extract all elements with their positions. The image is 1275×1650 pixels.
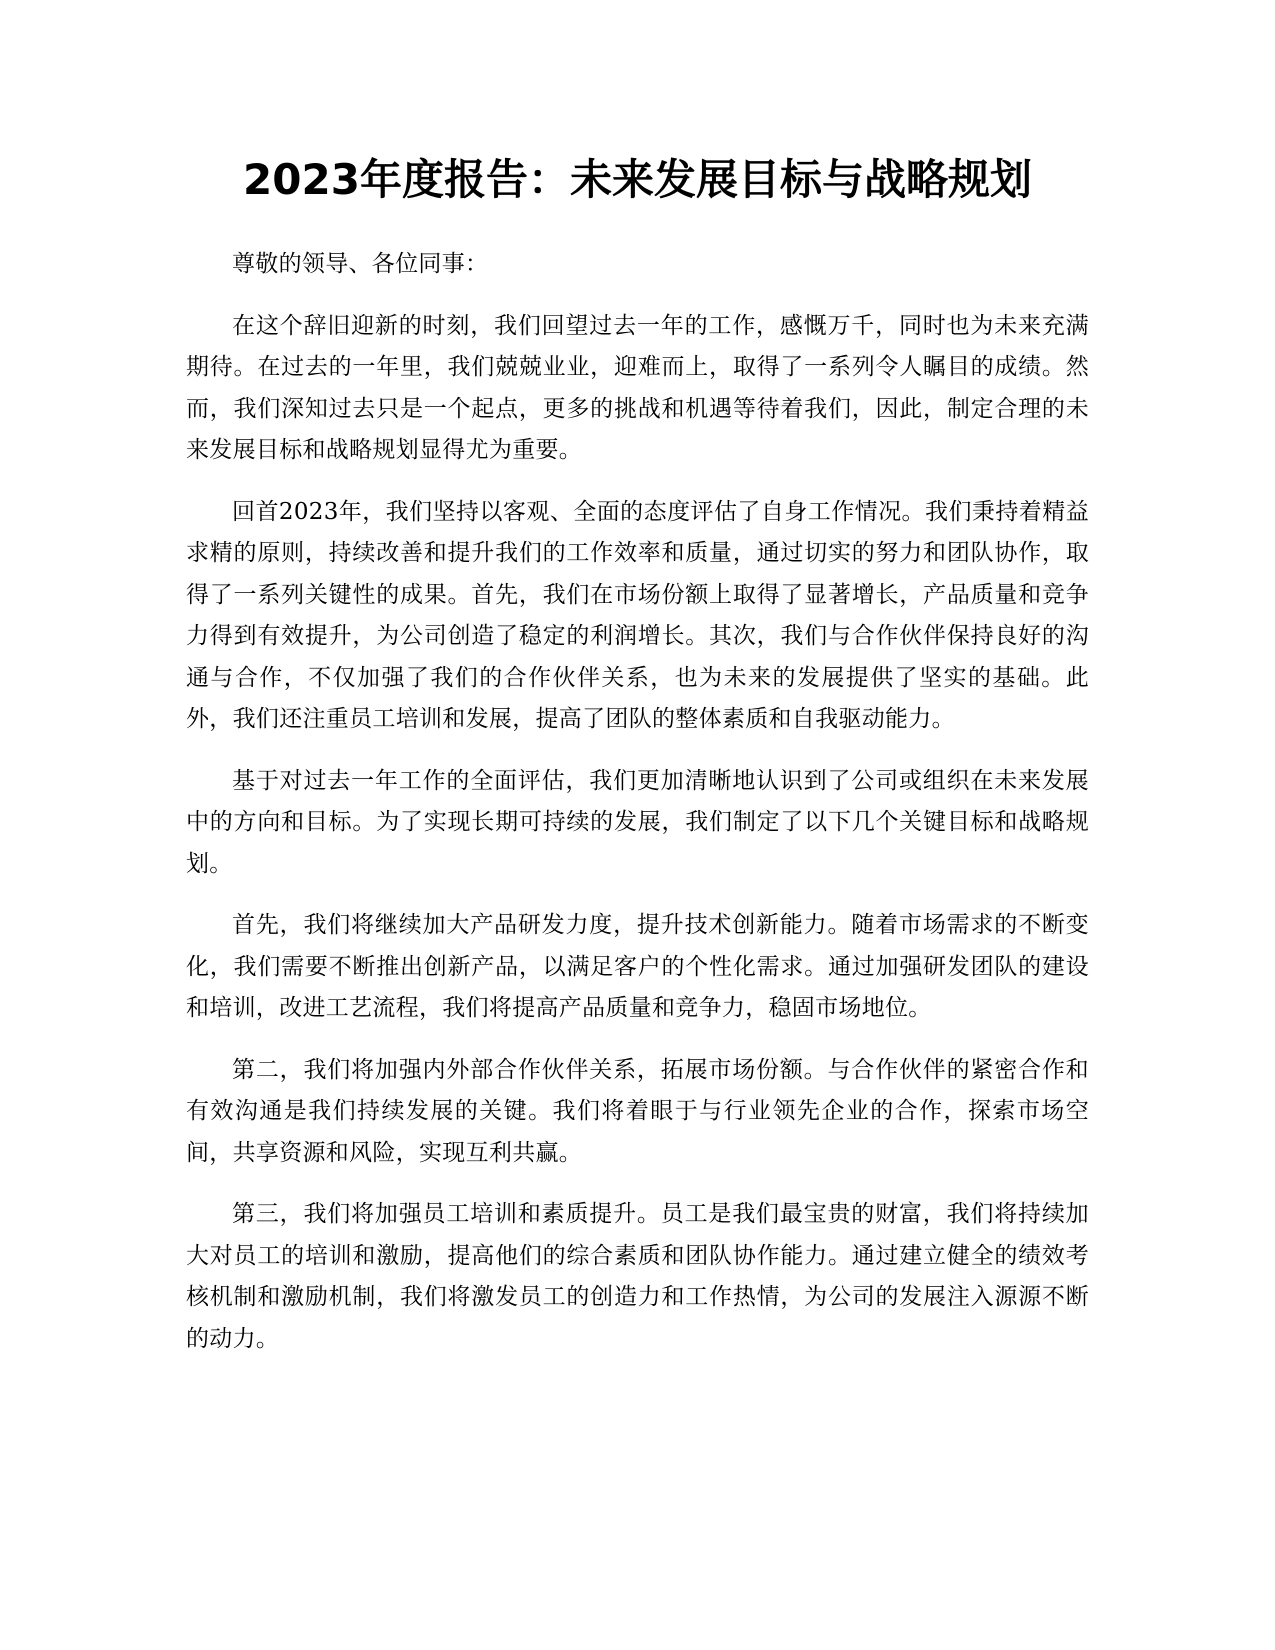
intro-paragraph: 在这个辞旧迎新的时刻，我们回望过去一年的工作，感慨万千，同时也为未来充满期待。在过去的一年里，我们兢兢业业，迎难而上，取得了一系列令人瞩目的成绩。然而，我们深知过去只是一个起点，更多的挑战和机遇等待着我们，因此，制定合理的未来发展目标和战略规划显得尤为重要。 — [186, 312, 1089, 463]
review-paragraph: 回首2023年，我们坚持以客观、全面的态度评估了自身工作情况。我们秉持着精益求精的原则，持续改善和提升我们的工作效率和质量，通过切实的努力和团队协作，取得了一系列关键性的成果。首先，我们在市场份额上取得了显著增长，产品质量和竞争力得到有效提升，为公司创造了稳定的利润增长。其次，我们与合作伙伴保持良好的沟通与合作，不仅加强了我们的合作伙伴关系，也为未来的发展提供了坚实的基础。此外，我们还注重员工培训和发展，提高了团队的整体素质和自我驱动能力。 — [186, 498, 1089, 732]
goal-two-paragraph: 第二，我们将加强内外部合作伙伴关系，拓展市场份额。与合作伙伴的紧密合作和有效沟通是我们持续发展的关键。我们将着眼于与行业领先企业的合作，探索市场空间，共享资源和风险，实现互利共赢。 — [186, 1056, 1089, 1166]
salutation-paragraph: 尊敬的领导、各位同事： — [232, 251, 489, 277]
goal-one-paragraph: 首先，我们将继续加大产品研发力度，提升技术创新能力。随着市场需求的不断变化，我们需要不断推出创新产品，以满足客户的个性化需求。通过加强研发团队的建设和培训，改进工艺流程，我们将提高产品质量和竞争力，稳固市场地位。 — [186, 912, 1089, 1021]
document-body — [186, 244, 1089, 1380]
assessment-paragraph: 基于对过去一年工作的全面评估，我们更加清晰地认识到了公司或组织在未来发展中的方向和目标。为了实现长期可持续的发展，我们制定了以下几个关键目标和战略规划。 — [186, 767, 1089, 877]
goal-three-paragraph: 第三，我们将加强员工培训和素质提升。员工是我们最宝贵的财富，我们将持续加大对员工的培训和激励，提高他们的综合素质和团队协作能力。通过建立健全的绩效考核机制和激励机制，我们将激发员工的创造力和工作热情，为公司的发展注入源源不断的动力。 — [186, 1201, 1089, 1352]
document-title: 2023年度报告：未来发展目标与战略规划 — [243, 155, 1032, 204]
